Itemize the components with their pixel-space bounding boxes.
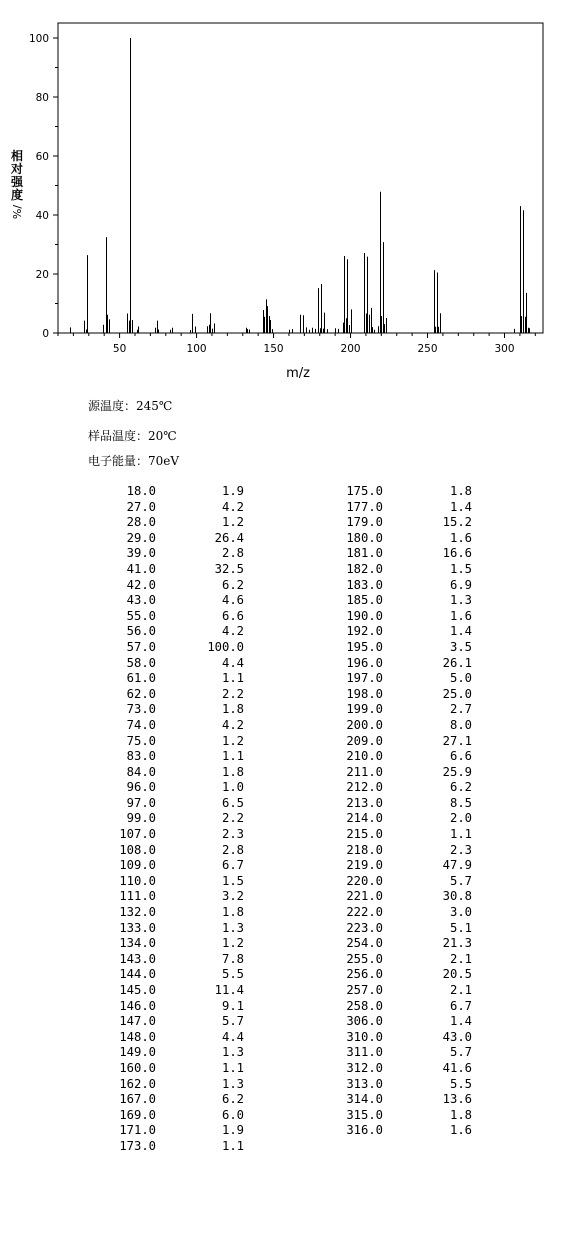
mz-cell: 213.0 [346,795,383,810]
table-row [90,1030,472,1046]
intensity-cell: 8.0 [449,717,472,732]
intensity-cell: 27.1 [442,733,472,748]
intensity-cell: 5.5 [449,1076,472,1091]
source-temperature-value: 245℃ [136,399,173,413]
mz-cell: 255.0 [346,951,383,966]
y-axis-label-char: 相 [10,149,24,163]
x-tick-label: 100 [186,343,207,355]
mz-cell: 212.0 [346,780,383,795]
axes [29,33,535,355]
intensity-cell: 3.0 [449,905,472,920]
intensity-cell: 1.2 [221,515,244,530]
mz-cell: 223.0 [346,920,383,935]
mz-cell: 57.0 [126,639,156,654]
mz-cell: 132.0 [119,905,156,920]
intensity-cell: 6.0 [221,1107,244,1122]
mz-cell: 29.0 [126,530,156,545]
intensity-cell: 1.4 [449,624,472,639]
table-row [90,546,472,562]
mz-cell: 169.0 [119,1107,156,1122]
intensity-cell: 1.9 [221,484,244,498]
intensity-cell: 1.1 [221,1138,244,1153]
mz-cell: 310.0 [346,1029,383,1044]
table-row [90,921,472,937]
mz-cell: 160.0 [119,1060,156,1075]
mz-cell: 39.0 [126,546,156,561]
intensity-cell: 2.2 [221,686,244,701]
intensity-cell: 5.7 [449,1045,472,1060]
mz-cell: 311.0 [346,1045,383,1060]
source-temperature [88,398,172,414]
mz-cell: 314.0 [346,1092,383,1107]
table-row [90,640,472,656]
intensity-cell: 2.8 [221,546,244,561]
mz-cell: 173.0 [119,1138,156,1153]
mz-cell: 182.0 [346,561,383,576]
intensity-cell: 13.6 [442,1092,472,1107]
table-row [90,531,472,547]
mz-cell: 218.0 [346,842,383,857]
y-tick-label: 40 [35,210,49,222]
intensity-cell: 1.5 [221,873,244,888]
intensity-cell: 1.9 [221,1123,244,1138]
x-tick-label: 150 [263,343,284,355]
table-row [90,1108,472,1124]
intensity-cell: 2.1 [449,951,472,966]
intensity-cell: 1.3 [449,593,472,608]
table-row [90,983,472,999]
mz-cell: 27.0 [126,499,156,514]
mz-cell: 197.0 [346,671,383,686]
mz-cell: 199.0 [346,702,383,717]
mz-cell: 222.0 [346,905,383,920]
table-row [90,671,472,687]
mz-cell: 313.0 [346,1076,383,1091]
electron-energy-value: 70eV [148,454,180,468]
table-row [90,734,472,750]
mz-cell: 147.0 [119,1014,156,1029]
intensity-cell: 2.1 [449,983,472,997]
mz-cell: 55.0 [126,608,156,623]
mz-cell: 107.0 [119,827,156,842]
table-row [90,796,472,812]
x-tick-label: 50 [112,343,127,355]
intensity-cell: 21.3 [442,936,472,951]
intensity-cell: 5.7 [221,1014,244,1029]
mz-cell: 210.0 [346,749,383,764]
intensity-cell: 1.6 [449,608,472,623]
intensity-cell: 7.8 [221,951,244,966]
intensity-cell: 5.1 [449,920,472,935]
table-row [90,889,472,905]
mz-cell: 183.0 [346,577,383,592]
intensity-cell: 1.1 [221,671,244,686]
mz-cell: 73.0 [126,702,156,717]
y-tick-label: 60 [35,151,49,163]
table-row [90,780,472,796]
mz-cell: 257.0 [346,983,383,997]
mz-cell [244,1139,383,1155]
mz-cell: 209.0 [346,733,383,748]
intensity-cell: 6.2 [221,577,244,592]
intensity-cell: 41.6 [442,1060,472,1075]
x-tick-label: 200 [340,343,361,355]
intensity-cell: 6.6 [449,749,472,764]
table-row [90,827,472,843]
table-row [90,749,472,765]
intensity-cell: 9.1 [221,998,244,1013]
intensity-cell: 5.5 [221,967,244,982]
mz-cell: 108.0 [119,842,156,857]
intensity-cell: 1.4 [449,1014,472,1029]
intensity-cell: 6.2 [449,780,472,795]
mz-cell: 43.0 [126,593,156,608]
intensity-cell: 5.7 [449,873,472,888]
intensity-cell: 2.3 [449,842,472,857]
intensity-cell: 30.8 [442,889,472,904]
peak-table-body [90,484,472,1155]
table-row [90,609,472,625]
intensity-cell: 43.0 [442,1029,472,1044]
mz-cell: 97.0 [126,795,156,810]
mz-cell: 192.0 [346,624,383,639]
mz-cell: 133.0 [119,920,156,935]
peak-bars [71,38,530,333]
sample-temperature [88,428,177,444]
x-tick-label: 250 [417,343,438,355]
intensity-cell: 4.4 [221,1029,244,1044]
table-row [90,593,472,609]
intensity-cell: 2.7 [449,702,472,717]
intensity-cell: 6.9 [449,577,472,592]
peak-table [90,484,472,1155]
intensity-cell: 1.8 [449,484,472,498]
intensity-cell: 6.5 [221,795,244,810]
mz-cell: 175.0 [346,484,383,498]
mz-cell: 221.0 [346,889,383,904]
table-row [90,1123,472,1139]
mz-cell: 219.0 [346,858,383,873]
table-row [90,874,472,890]
mz-cell: 146.0 [119,998,156,1013]
mz-cell: 145.0 [119,983,156,997]
mz-cell: 215.0 [346,827,383,842]
mz-cell: 180.0 [346,530,383,545]
mz-cell: 190.0 [346,608,383,623]
y-axis-label [10,148,24,219]
y-tick-label: 100 [28,33,49,45]
mz-cell: 195.0 [346,639,383,654]
intensity-cell: 1.2 [221,936,244,951]
intensity-cell: 1.8 [221,764,244,779]
intensity-cell: 11.4 [214,983,244,997]
sample-temperature-value: 20℃ [148,429,177,443]
mz-cell: 110.0 [119,873,156,888]
intensity-cell: 2.8 [221,842,244,857]
intensity-cell: 1.3 [221,1076,244,1091]
intensity-cell: 4.2 [221,624,244,639]
intensity-cell: 25.9 [442,764,472,779]
table-row [90,484,472,500]
table-row [90,624,472,640]
mz-cell: 179.0 [346,515,383,530]
intensity-cell: 100.0 [207,639,244,654]
mz-cell: 306.0 [346,1014,383,1029]
mz-cell: 99.0 [126,811,156,826]
intensity-cell: 16.6 [442,546,472,561]
table-row [90,952,472,968]
intensity-cell: 1.5 [449,561,472,576]
mz-cell: 144.0 [119,967,156,982]
table-row [90,858,472,874]
table-row [90,1092,472,1108]
intensity-cell: 4.2 [221,499,244,514]
mz-cell: 134.0 [119,936,156,951]
mz-cell: 84.0 [126,764,156,779]
table-row [90,562,472,578]
mz-cell: 177.0 [346,499,383,514]
mz-cell: 315.0 [346,1107,383,1122]
intensity-cell: 25.0 [442,686,472,701]
electron-energy-label: 电子能量： [88,454,149,468]
intensity-cell: 2.2 [221,811,244,826]
intensity-cell: 1.2 [221,733,244,748]
intensity-cell: 15.2 [442,515,472,530]
table-row [90,1045,472,1061]
table-row [90,765,472,781]
intensity-cell: 6.7 [449,998,472,1013]
y-tick-label: 20 [35,269,49,281]
y-tick-label: 80 [35,92,49,104]
table-row [90,1014,472,1030]
source-temperature-label: 源温度： [88,399,137,413]
mz-cell: 211.0 [346,764,383,779]
intensity-cell: 1.8 [449,1107,472,1122]
mz-cell: 18.0 [126,484,156,498]
table-row [90,905,472,921]
electron-energy [88,453,179,469]
table-row [90,843,472,859]
intensity-cell: 3.5 [449,639,472,654]
y-tick-label: 0 [42,328,49,340]
intensity-cell: 4.6 [221,593,244,608]
mz-cell: 312.0 [346,1060,383,1075]
mz-cell: 111.0 [119,889,156,904]
mz-cell: 42.0 [126,577,156,592]
mz-cell: 75.0 [126,733,156,748]
intensity-cell: 3.2 [221,889,244,904]
intensity-cell: 4.2 [221,717,244,732]
mz-cell: 149.0 [119,1045,156,1060]
table-row [90,578,472,594]
x-tick-label: 300 [494,343,515,355]
table-row [90,936,472,952]
table-row [90,687,472,703]
intensity-cell: 1.3 [221,1045,244,1060]
intensity-cell: 6.6 [221,608,244,623]
intensity-cell: 6.7 [221,858,244,873]
mz-cell: 196.0 [346,655,383,670]
mz-cell: 181.0 [346,546,383,561]
intensity-cell: 20.5 [442,967,472,982]
mz-cell: 41.0 [126,561,156,576]
sample-temperature-label: 样品温度： [88,429,149,443]
intensity-cell: 1.0 [221,780,244,795]
mz-cell: 143.0 [119,951,156,966]
intensity-cell: 1.3 [221,920,244,935]
mz-cell: 214.0 [346,811,383,826]
table-row [90,967,472,983]
mz-cell: 96.0 [126,780,156,795]
mz-cell: 258.0 [346,998,383,1013]
intensity-cell: 2.0 [449,811,472,826]
intensity-cell: 1.6 [449,1123,472,1138]
table-row [90,999,472,1015]
intensity-cell: 6.2 [221,1092,244,1107]
intensity-cell: 5.0 [449,671,472,686]
table-row [90,1077,472,1093]
mz-cell: 200.0 [346,717,383,732]
mz-cell: 109.0 [119,858,156,873]
intensity-cell: 1.6 [449,530,472,545]
intensity-cell: 1.8 [221,905,244,920]
table-row [90,702,472,718]
table-row [90,656,472,672]
mz-cell: 171.0 [119,1123,156,1138]
mz-cell: 83.0 [126,749,156,764]
y-axis-label-char: 强 [10,175,24,189]
intensity-cell: 47.9 [442,858,472,873]
y-axis-label-char: 对 [10,162,24,176]
mz-cell: 254.0 [346,936,383,951]
mz-cell: 74.0 [126,717,156,732]
intensity-cell: 2.3 [221,827,244,842]
table-row [90,500,472,516]
intensity-cell: 26.1 [442,655,472,670]
table-row [90,718,472,734]
mz-cell: 62.0 [126,686,156,701]
mz-cell: 167.0 [119,1092,156,1107]
mz-cell: 162.0 [119,1076,156,1091]
table-row [90,1139,472,1155]
intensity-cell: 26.4 [214,530,244,545]
mz-cell: 28.0 [126,515,156,530]
mz-cell: 220.0 [346,873,383,888]
intensity-cell: 1.8 [221,702,244,717]
intensity-cell: 1.1 [221,749,244,764]
intensity-cell: 1.1 [221,1060,244,1075]
intensity-cell: 4.4 [221,655,244,670]
mz-cell: 58.0 [126,655,156,670]
y-axis-label-char: 度 [10,188,24,202]
intensity-cell [383,1139,472,1155]
intensity-cell: 8.5 [449,795,472,810]
mz-cell: 148.0 [119,1029,156,1044]
intensity-cell: 32.5 [214,561,244,576]
x-axis-label: m/z [286,366,310,381]
table-row [90,1061,472,1077]
mass-spectrum-chart [0,0,570,390]
table-row [90,811,472,827]
mz-cell: 61.0 [126,671,156,686]
mz-cell: 316.0 [346,1123,383,1138]
intensity-cell: 1.1 [449,827,472,842]
table-row [90,515,472,531]
mz-cell: 256.0 [346,967,383,982]
mz-cell: 198.0 [346,686,383,701]
intensity-cell: 1.4 [449,499,472,514]
mz-cell: 56.0 [126,624,156,639]
y-axis-label-unit: %/ [11,204,24,220]
mz-cell: 185.0 [346,593,383,608]
